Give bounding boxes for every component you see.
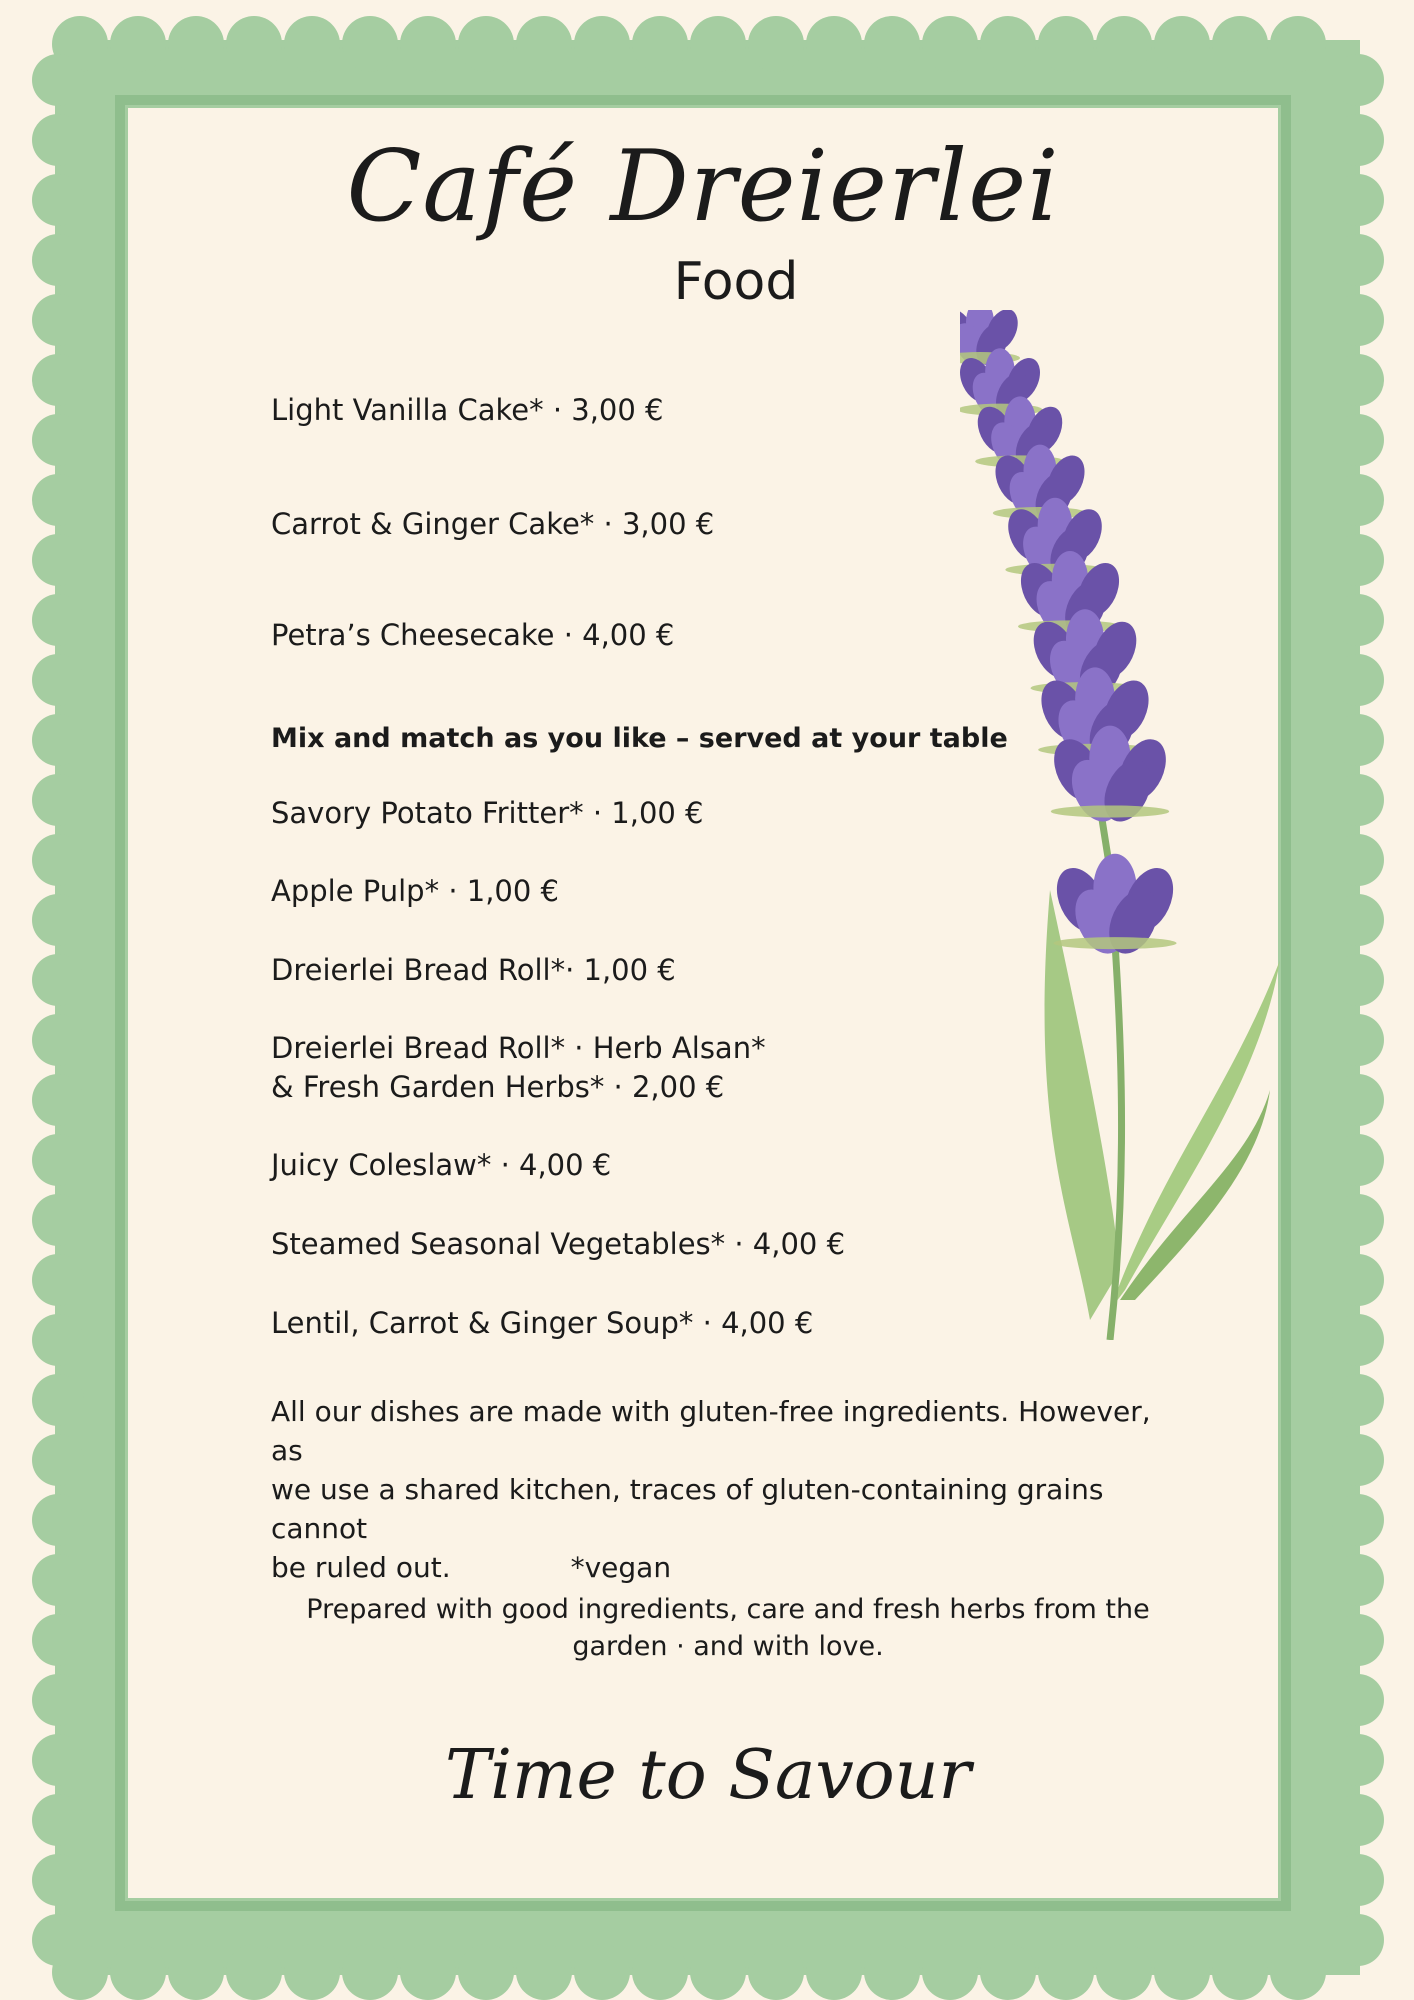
allergen-note-line: All our dishes are made with gluten-free ingredients. However, as: [271, 1395, 1151, 1467]
menu-item-coleslaw: Juicy Coleslaw* · 4,00 €: [271, 1148, 612, 1182]
menu-panel: [128, 108, 1278, 1898]
section-heading: Mix and match as you like – served at your table: [271, 723, 1008, 754]
menu-item-bread-roll: Dreierlei Bread Roll*· 1,00 €: [271, 953, 676, 987]
menu-item-bread-roll-herb-line1: Dreierlei Bread Roll* · Herb Alsan*: [271, 1031, 766, 1065]
closing-line: Prepared with good ingredients, care and fresh herbs from the: [306, 1594, 1150, 1625]
vegan-legend: *vegan: [570, 1551, 672, 1584]
menu-item-carrot-ginger-cake: Carrot & Ginger Cake* · 3,00 €: [271, 507, 715, 541]
menu-item-vanilla-cake: Light Vanilla Cake* · 3,00 €: [271, 393, 664, 427]
menu-item-bread-roll-herb-line2: & Fresh Garden Herbs* · 2,00 €: [271, 1070, 725, 1104]
menu-item-potato-fritter: Savory Potato Fritter* · 1,00 €: [271, 796, 704, 830]
menu-item-apple-pulp: Apple Pulp* · 1,00 €: [271, 874, 559, 908]
cafe-title: Café Dreierlei: [346, 130, 1060, 244]
closing-line: garden · and with love.: [572, 1631, 884, 1662]
menu-subtitle: Food: [673, 252, 799, 312]
menu-item-steamed-vegetables: Steamed Seasonal Vegetables* · 4,00 €: [271, 1227, 846, 1261]
allergen-note-line: we use a shared kitchen, traces of gluten-containing grains cannot: [271, 1473, 1104, 1545]
allergen-note: [271, 1392, 1191, 1587]
menu-item-lentil-soup: Lentil, Carrot & Ginger Soup* · 4,00 €: [271, 1306, 814, 1340]
menu-item-cheesecake: Petra’s Cheesecake · 4,00 €: [271, 618, 675, 652]
closing-text: [278, 1591, 1178, 1665]
allergen-note-line: be ruled out. *vegan: [271, 1551, 672, 1584]
tagline: Time to Savour: [444, 1736, 972, 1815]
